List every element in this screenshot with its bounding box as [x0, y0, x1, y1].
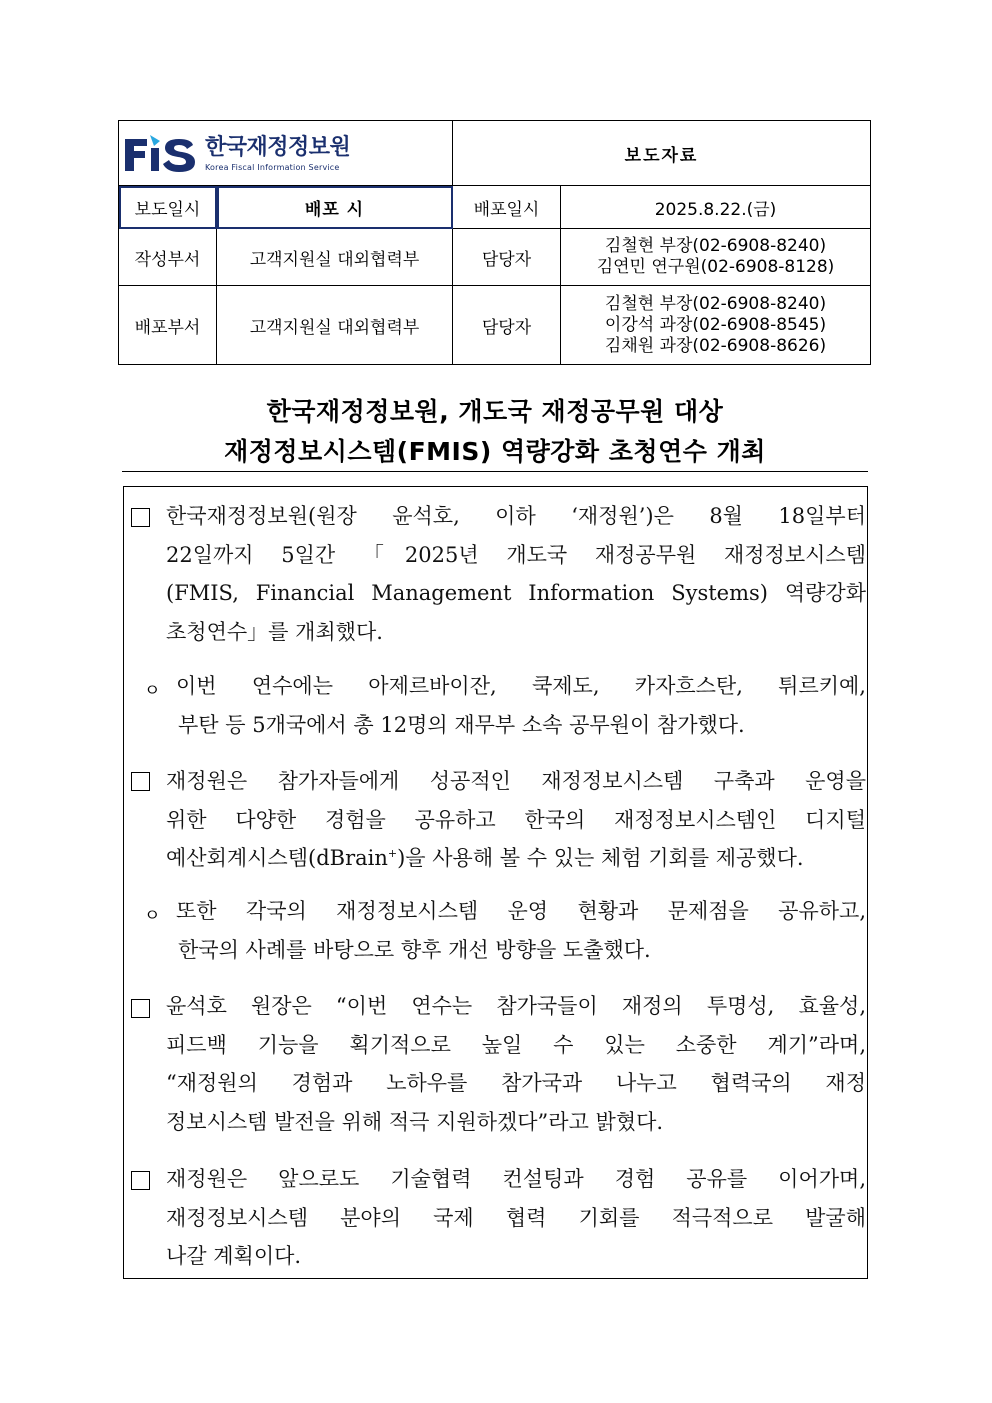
contact-entry: 이강석 과장(02-6908-8545) — [604, 314, 827, 335]
contact-list — [561, 286, 871, 365]
press-header — [118, 120, 870, 365]
contact-entry: 김채원 과장(02-6908-8626) — [604, 335, 827, 356]
sub-paragraph: 또한 각국의 재정정보시스템 운영 현황과 문제점을 공유하고, 한국의 사례를 바탕으로 향후 개선 방향을 도출했다. — [176, 899, 866, 962]
paragraph: 재정원은 앞으로도 기술협력 컨설팅과 경험 공유를 이어가며, 재정정보시스템 분야의 국제 협력 기회를 적극적으로 발굴해 나갈 계획이다. — [166, 1167, 867, 1268]
contact-list — [561, 229, 871, 286]
release-label: 보도일시 — [119, 186, 217, 229]
dist-dept-value: 고객지원실 대외협력부 — [217, 286, 453, 365]
org-subtitle: Korea Fiscal Information Service — [205, 162, 340, 172]
dbrain-line: 예산회계시스템(dBrain+)을 사용해 볼 수 있는 체험 기회를 제공했다. — [166, 846, 804, 870]
circle-bullet-icon: ㅇ — [144, 906, 161, 926]
checkbox-bullet-icon — [131, 999, 150, 1018]
contact-label: 담당자 — [453, 229, 561, 286]
contact-entry: 김철현 부장(02-6908-8240) — [604, 236, 827, 256]
sub-paragraph: 이번 연수에는 아제르바이잔, 쿡제도, 카자흐스탄, 튀르키예, 부탄 등 5개국에서 총 12명의 재무부 소속 공무원이 참가했다. — [176, 674, 866, 737]
circle-bullet-icon: ㅇ — [144, 681, 161, 701]
fis-logo — [119, 131, 452, 175]
contact-entry: 김철현 부장(02-6908-8240) — [604, 293, 827, 314]
doc-title: 보도자료 — [453, 121, 871, 186]
logo-cell — [119, 121, 453, 186]
contact-label: 담당자 — [453, 286, 561, 365]
fis-logo-icon — [123, 131, 199, 175]
paragraph: 재정원은 참가자들에게 성공적인 재정정보시스템 구축과 운영을 위한 다양한 경험을 공유하고 한국의 재정정보시스템인 디지털 예산회계시스템(dBrain+)을 사용해 볼 수 있는 체험 기회를 제공했다. — [166, 762, 866, 878]
author-dept-value: 고객지원실 대외협력부 — [217, 229, 453, 286]
paragraph: 한국재정정보원(원장 윤석호, 이하 ‘재정원’)은 8월 18일부터 22일까지 5일간 「2025년 개도국 재정공무원 재정정보시스템 (FMIS, Financial Management Information Systems) 역량강화 초청연수」를 개최했다. — [166, 504, 866, 644]
release-value: 배포 시 — [217, 186, 453, 229]
org-name: 한국재정정보원 — [205, 134, 351, 160]
contact-entry: 김연민 연구원(02-6908-8128) — [596, 257, 835, 277]
headline-line: 재정정보시스템(FMIS) 역량강화 초청연수 개최 — [224, 437, 766, 466]
dist-date-label: 배포일시 — [453, 186, 561, 229]
headline-line: 한국재정정보원, 개도국 재정공무원 대상 — [266, 397, 724, 426]
headline — [122, 392, 868, 472]
dist-dept-label: 배포부서 — [119, 286, 217, 365]
checkbox-bullet-icon — [131, 772, 150, 791]
paragraph: 윤석호 원장은 “이번 연수는 참가국들이 재정의 투명성, 효율성, 피드백 기능을 획기적으로 높일 수 있는 소중한 계기”라며, “재정원의 경험과 노하우를 참가국과 나누고 협력국의 재정 정보시스템 발전을 위해 적극 지원하겠다”라고 밝혔다. — [166, 994, 866, 1134]
dist-date-value: 2025.8.22.(금) — [561, 186, 871, 229]
body-box — [123, 486, 868, 1279]
checkbox-bullet-icon — [131, 1171, 150, 1190]
headline-divider — [122, 471, 868, 472]
checkbox-bullet-icon — [131, 508, 150, 527]
author-dept-label: 작성부서 — [119, 229, 217, 286]
